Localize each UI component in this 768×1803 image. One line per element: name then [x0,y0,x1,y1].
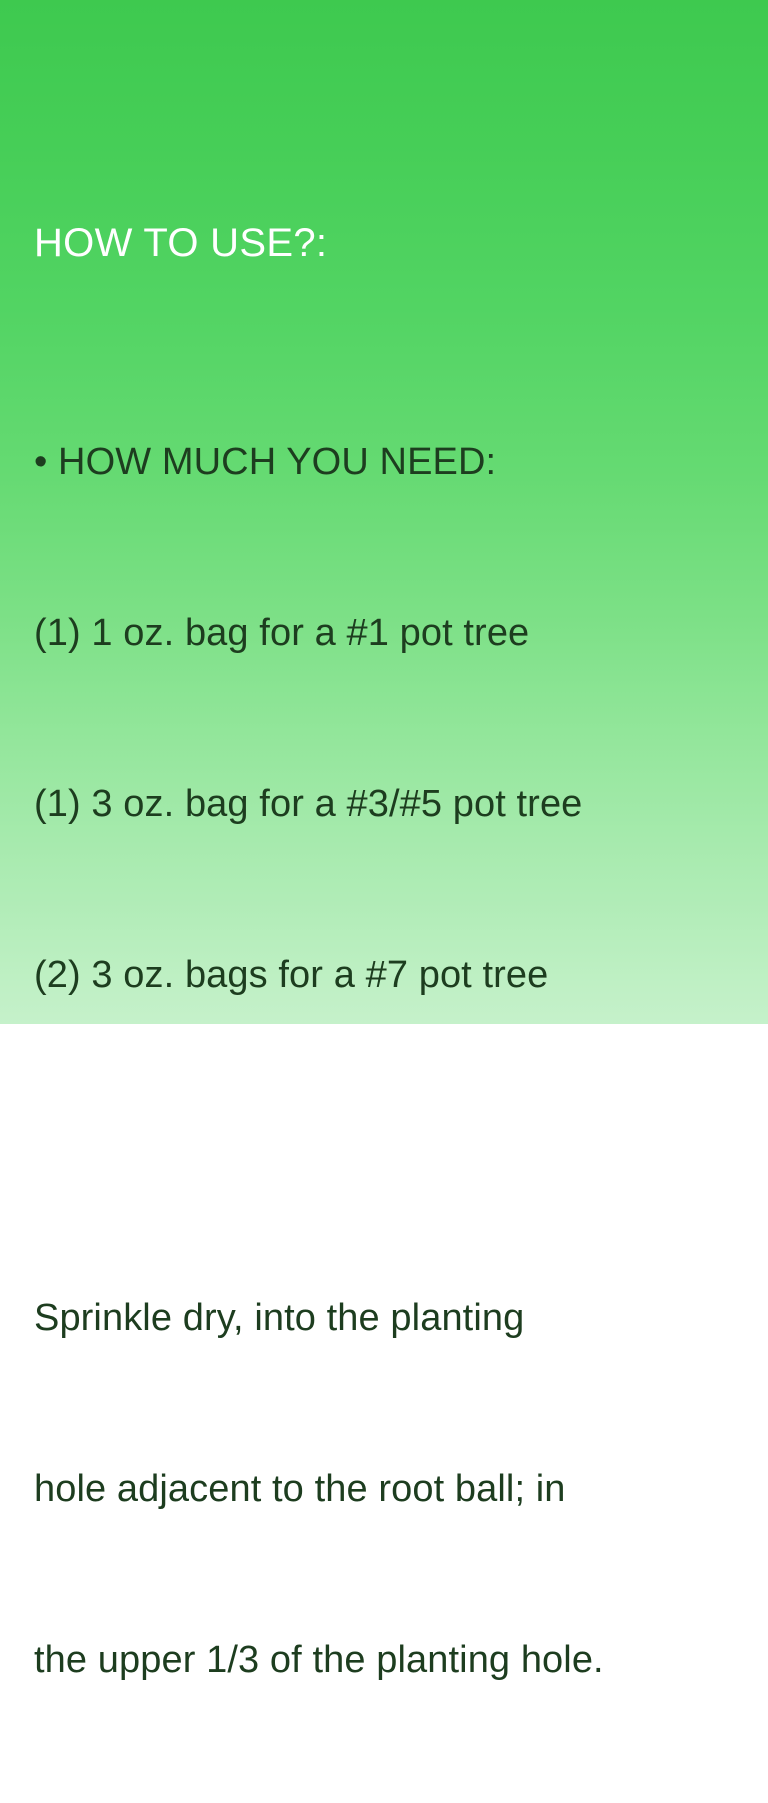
quantity-line-1: (1) 1 oz. bag for a #1 pot tree [34,612,530,654]
page-title: HOW TO USE?: [34,221,328,265]
instructions-line-1: Sprinkle dry, into the planting [34,1297,525,1339]
how-much-heading: • HOW MUCH YOU NEED: [34,441,497,483]
how-much-section [34,320,750,1118]
instructions-line-2: hole adjacent to the root ball; in [34,1468,566,1510]
quantity-line-3: (2) 3 oz. bags for a #7 pot tree [34,954,549,996]
instructions-line-3: the upper 1/3 of the planting hole. [34,1639,604,1681]
quantity-line-2: (1) 3 oz. bag for a #3/#5 pot tree [34,783,583,825]
title-spacer [34,270,750,320]
instructions-paragraph [34,1176,750,1803]
section-spacer [34,1118,750,1176]
slide-content [34,216,750,1803]
